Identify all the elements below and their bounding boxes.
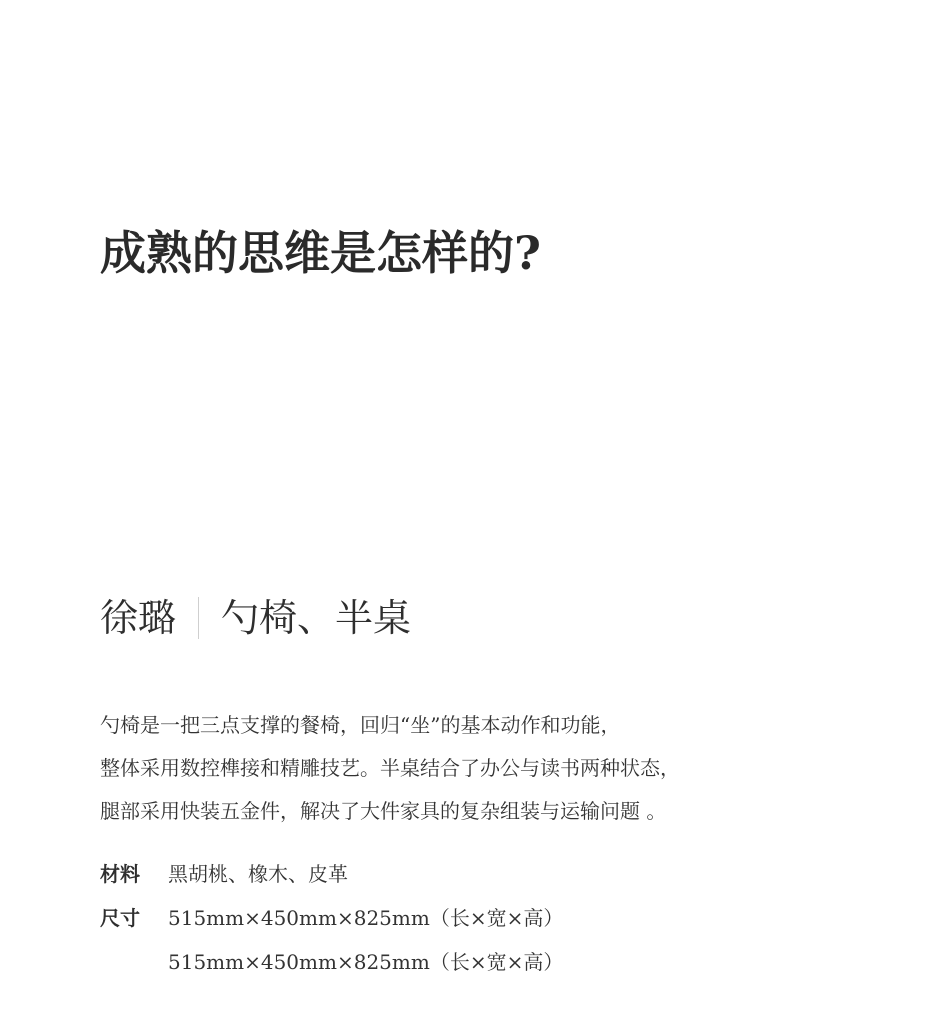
spec-values-size [168, 896, 563, 984]
work-title: 勺椅、半桌 [221, 596, 412, 640]
heading-divider [198, 597, 199, 639]
description [100, 704, 860, 833]
spec-value-size: 515mm×450mm×825mm（长×宽×高） [168, 906, 564, 930]
description-line: 整体采用数控榫接和精雕技艺。半桌结合了办公与读书两种状态， [100, 756, 680, 780]
spec-value-material: 黑胡桃、橡木、皮革 [168, 862, 348, 886]
spec-row-size [100, 896, 563, 984]
spec-label-material: 材料 [100, 862, 140, 886]
designer-work-heading [100, 590, 411, 646]
spec-row-material [100, 852, 563, 896]
spec-values-material [168, 852, 348, 896]
description-line: 腿部采用快装五金件，解决了大件家具的复杂组装与运输问题 。 [100, 799, 667, 823]
description-line: 勺椅是一把三点支撑的餐椅，回归“坐”的基本动作和功能， [100, 713, 621, 737]
spec-label-size: 尺寸 [100, 906, 140, 930]
spec-list [100, 852, 563, 984]
designer-name: 徐璐 [100, 596, 177, 640]
page-title: 成熟的思维是怎样的? [100, 226, 541, 280]
spec-value-size: 515mm×450mm×825mm（长×宽×高） [168, 950, 564, 974]
